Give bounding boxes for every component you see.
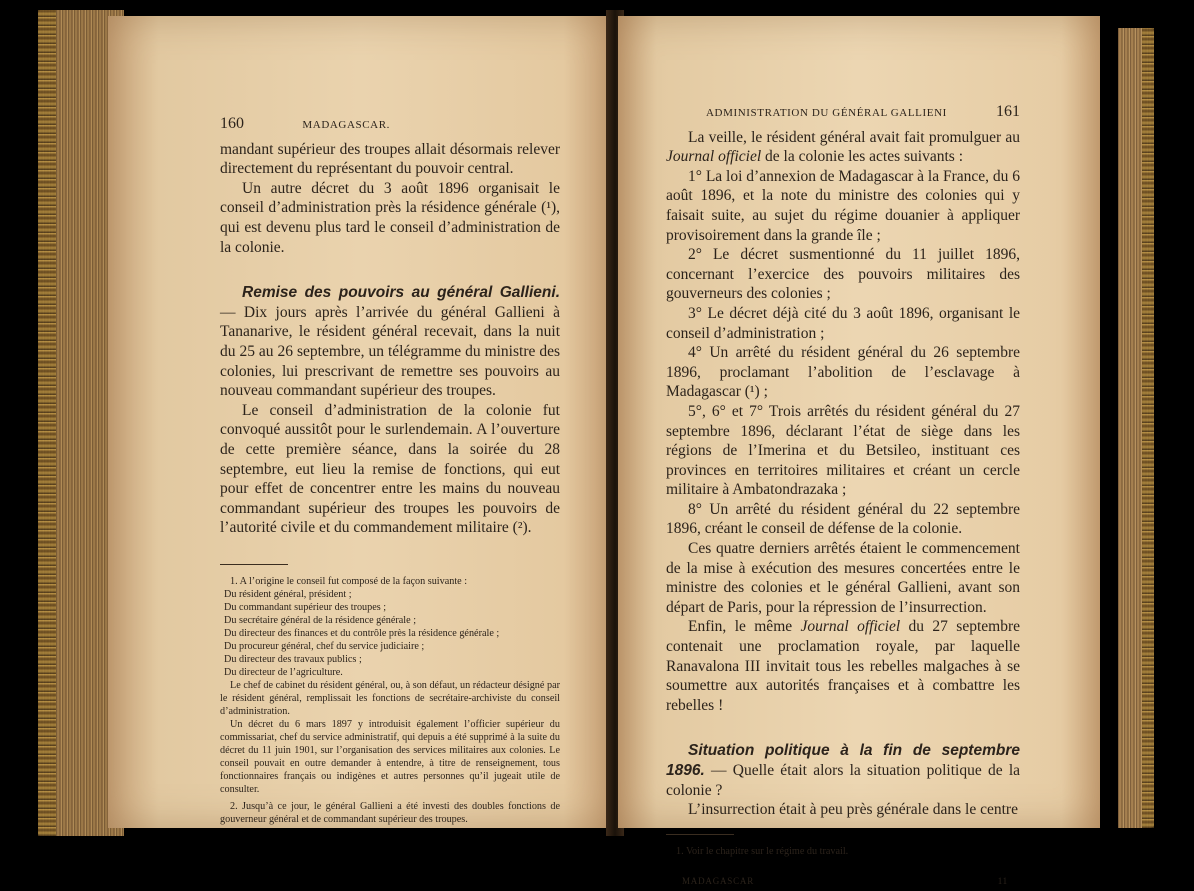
footnote-1-list-item: Du directeur des finances et du contrôle près la résidence générale ;: [224, 627, 500, 639]
left-section-paragraph-2: Le conseil d’administration de la colonie fut convoqué aussitôt pour le surlendemain. A l’ouverture de cette première séance, dans la soirée du 28 septembre, eut lieu la remise de fonctions, qui eut pour effet de concentrer entre les mains du nouveau commandant supérieur des troupes les pouvoirs de l’autorité civile et du commandement militaire (²).: [220, 401, 560, 537]
right-running-title: ADMINISTRATION DU GÉNÉRAL GALLIENI: [706, 107, 947, 119]
footnote-1-list-item: Du secrétaire général de la résidence générale ;: [224, 614, 417, 626]
left-paragraph-2: Un autre décret du 3 août 1896 organisait le conseil d’administration près la résidence générale (¹), qui est devenu plus tard le conseil d’administration de la colonie.: [220, 179, 560, 256]
left-footnotes: [220, 575, 560, 826]
open-book: [38, 10, 1154, 886]
signature-right: 11: [997, 875, 1008, 886]
right-footnote-rule: [666, 834, 734, 835]
right-section-text: Quelle était alors la situation politique de la colonie ?: [666, 762, 1020, 799]
left-running-head: [220, 114, 560, 136]
footnote-1-list-item: Du procureur général, chef du service judiciaire ;: [224, 640, 425, 652]
left-paragraph-1: mandant supérieur des troupes allait désormais relever directement du représentant du pouvoir central.: [220, 140, 560, 178]
right-footnote-1: 1. Voir le chapitre sur le régime du travail.: [676, 845, 849, 857]
left-section-dash: —: [220, 303, 244, 321]
right-section-heading: Situation politique à la fin de septembre 1896.: [666, 742, 1020, 779]
left-footnote-rule: [220, 564, 288, 565]
journal-title-2: Journal officiel: [800, 618, 901, 636]
footnote-1-para-a: Le chef de cabinet du résident général, ou, à son défaut, un rédacteur désigné par le résident général, remplissait les fonctions de secrétaire-archiviste du conseil d’administration.: [220, 679, 560, 717]
intro-text-end: de la colonie les actes suivants :: [761, 148, 964, 166]
right-page: [618, 16, 1100, 886]
footnote-1-list-item: Du directeur de l’agriculture.: [224, 666, 343, 678]
intro-text: La veille, le résident général avait fait promulguer au: [688, 128, 1020, 146]
signature-left: MADAGASCAR: [682, 875, 755, 886]
list-item-1: 1° La loi d’annexion de Madagascar à la France, du 6 août 1896, et la note du ministre des colonies qui y faisait suite, au sujet du régime douanier à appliquer provisoirement dans la grande île ;: [666, 167, 1021, 244]
enfin-text: Enfin, le même: [688, 618, 801, 636]
footnote-1-list-item: Du directeur des travaux publics ;: [224, 653, 362, 665]
footnote-1-list-item: Du commandant supérieur des troupes ;: [224, 601, 387, 613]
left-running-title: MADAGASCAR.: [302, 119, 390, 131]
right-paragraph-mesures: Ces quatre derniers arrêtés étaient le commencement de la mise à exécution des mesures concertées entre le ministre des colonies et le général Gallieni, avant son départ de Paris, pour la répression de l’insurrection.: [666, 540, 1020, 616]
right-paragraph-intro: [666, 128, 1020, 167]
footnote-1-list-item: Du résident général, président ;: [224, 588, 352, 600]
right-page-content: [666, 102, 1020, 891]
left-section-text: Dix jours après l’arrivée du général Gallieni à Tananarive, le résident général recevait, dans la nuit du 25 au 26 septembre, un télégramme du ministre des colonies, lui prescrivant de remettre ses pouvoirs au nouveau commandant supérieur des troupes.: [220, 303, 561, 400]
right-page-number: 161: [996, 103, 1020, 120]
left-page-content: [220, 114, 560, 826]
footnote-1-list: [220, 588, 560, 679]
right-section-dash: —: [704, 762, 733, 779]
list-item-3: 3° Le décret déjà cité du 3 août 1896, organisant le conseil d’administration ;: [666, 304, 1020, 342]
enfin-text-end: du 27 septembre contenait une proclamation royale, par laquelle Ranavalona III invitait tous les rebelles malgaches à se soumettre aux autorités françaises et à combattre les rebelles !: [666, 618, 1020, 714]
list-item-4: 4° Un arrêté du résident général du 26 septembre 1896, proclamant l’abolition de l’esclavage à Madagascar (¹) ;: [666, 344, 1020, 401]
list-item-6: 8° Un arrêté du résident général du 22 septembre 1896, créant le conseil de défense de la colonie.: [666, 500, 1020, 538]
footnote-1-para-b: Un décret du 6 mars 1897 y introduisit également l’officier supérieur du commissariat, chef du service administratif, qui depuis a été supprimé à la suite du décret du 11 juin 1901, sur l’organisation des services militaires aux colonies. Le conseil pouvait en outre demander à entendre, à titre de renseignement, tous fonctionnaires français ou indigènes et autres personnes qu’il jugeait utile de consulter.: [220, 718, 560, 795]
book-edge-right: [1118, 28, 1154, 828]
left-section-paragraph: [220, 283, 560, 401]
left-section-heading: Remise des pouvoirs au général Gallieni.: [242, 284, 560, 302]
left-page-number: 160: [220, 115, 244, 132]
right-running-head: [666, 102, 1020, 124]
list-item-2: 2° Le décret susmentionné du 11 juillet 1896, concernant l’exercice des pouvoirs militaires des gouverneurs des colonies ;: [666, 246, 1020, 303]
right-footnotes: [666, 845, 1020, 858]
right-section-paragraph-2: L’insurrection était à peu près générale dans le centre: [688, 801, 1018, 819]
footnote-1-intro: 1. A l’origine le conseil fut composé de la façon suivante :: [230, 575, 468, 587]
list-item-5: 5°, 6° et 7° Trois arrêtés du résident général du 27 septembre 1896, déclarant l’état de siège dans les régions de l’Imerina et du Betsileo, instituant ces provinces en territoires militaires et créant un cercle militaire à Ambatondrazaka ;: [666, 402, 1020, 499]
right-section-paragraph: [666, 741, 1020, 800]
printer-signature: [666, 872, 1020, 891]
journal-title: Journal officiel: [666, 148, 762, 166]
footnote-2: 2. Jusqu’à ce jour, le général Gallieni a été investi des doubles fonctions de gouverneur général et de commandant supérieur des troupes.: [220, 800, 560, 825]
left-page: [108, 16, 614, 828]
right-paragraph-enfin: [666, 617, 1020, 715]
